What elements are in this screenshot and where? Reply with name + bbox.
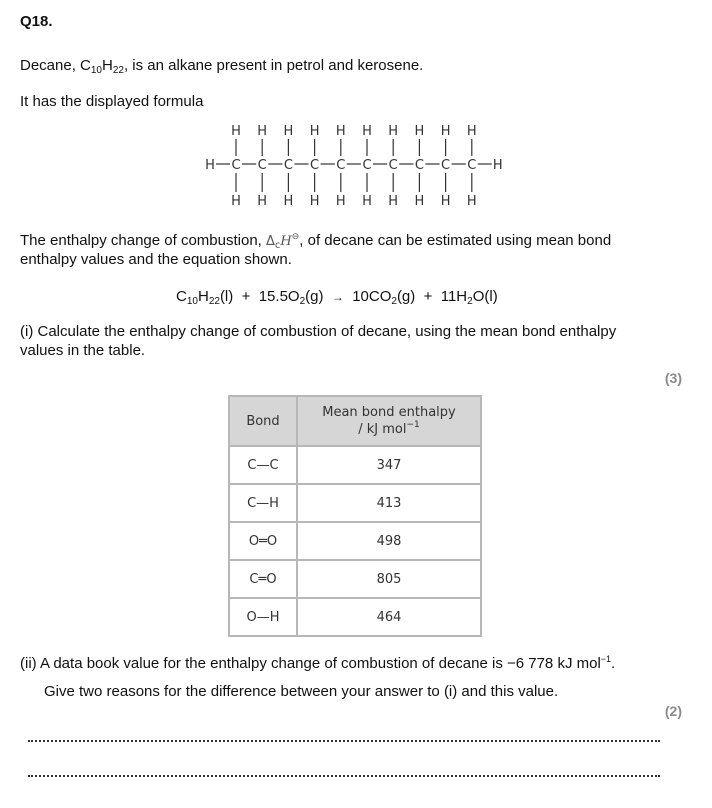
hydrogen-atom: H [335, 194, 346, 209]
part-ii-sup: −1 [600, 654, 612, 664]
table-row [229, 484, 481, 522]
hydrogen-atom: H [440, 194, 451, 209]
carbon-atom: C [467, 158, 477, 173]
formula-intro: It has the displayed formula [20, 93, 204, 110]
part-ii-marks: (2) [664, 703, 682, 719]
hydrogen-atom: H [257, 194, 268, 209]
carbon-atom: C [283, 158, 293, 173]
carbon-atom: C [362, 158, 372, 173]
enthalpy-text-part2: , of decane can be estimated using mean bond [299, 232, 612, 249]
bond-cell: O═O [229, 522, 297, 560]
hydrogen-atom: H [309, 194, 320, 209]
question-number: Q18. [20, 13, 53, 30]
header-unit: / kJ mol [358, 422, 407, 437]
part-i-line2: values in the table. [20, 342, 146, 359]
eq-p2-b: O(l) [472, 288, 498, 305]
enthalpy-text-line1 [20, 232, 611, 249]
part-ii-line2: Give two reasons for the difference between your answer to (i) and this value. [44, 683, 559, 700]
enthalpy-cell: 464 [297, 598, 481, 636]
part-i-line1: (i) Calculate the enthalpy change of combustion of decane, using the mean bond enthalpy [20, 323, 617, 340]
hydrogen-atom: H [414, 194, 425, 209]
carbon-atom: C [310, 158, 320, 173]
eq-r1-mid: H [197, 288, 209, 305]
answer-line-2[interactable] [28, 775, 660, 777]
delta-symbol: Δ [266, 234, 275, 249]
eq-plus: + [241, 288, 251, 305]
part-ii-line1 [20, 655, 615, 672]
eq-p2-a: 11H [440, 288, 468, 305]
enthalpy-cell: 413 [297, 484, 481, 522]
answer-line-1[interactable] [28, 740, 660, 742]
carbon-atom: C [441, 158, 451, 173]
header-unit-sup: −1 [406, 420, 420, 430]
header-bond: Bond [229, 396, 297, 446]
eq-plus: + [423, 288, 433, 305]
hydrogen-atom: H [440, 124, 451, 139]
hydrogen-atom: H [466, 124, 477, 139]
hydrogen-atom: H [466, 194, 477, 209]
hydrogen-atom: H [257, 124, 268, 139]
intro-suffix: , is an alkane present in petrol and kerosene. [123, 57, 424, 74]
eq-r2-state: (g) [305, 288, 324, 305]
table-row [229, 522, 481, 560]
part-i-marks: (3) [664, 370, 682, 386]
enthalpy-text-line2: enthalpy values and the equation shown. [20, 251, 292, 268]
structural-formula-diagram [198, 121, 508, 213]
part-ii-suffix: . [611, 655, 616, 672]
intro-sub1: 10 [90, 65, 102, 76]
enthalpy-h: H [280, 234, 292, 249]
eq-p1-sub: 2 [391, 296, 397, 307]
intro-prefix: Decane, C [20, 57, 91, 74]
enthalpy-cell: 347 [297, 446, 481, 484]
hydrogen-atom: H [388, 124, 399, 139]
table-header-row [229, 396, 481, 446]
hydrogen-atom: H [388, 194, 399, 209]
hydrogen-atom: H [362, 194, 372, 209]
eq-r1: C [176, 288, 187, 305]
carbon-atom: C [257, 158, 267, 173]
hydrogen-atom: H [362, 124, 372, 139]
hydrogen-atom: H [283, 194, 294, 209]
hydrogen-atom: H [231, 194, 241, 209]
bond-enthalpy-table [228, 395, 482, 637]
hydrogen-atom: H [335, 124, 346, 139]
reaction-arrow-icon: → [331, 290, 344, 304]
hydrogen-atom: H [309, 124, 320, 139]
table-row [229, 560, 481, 598]
eq-r2: 15.5O [258, 288, 300, 305]
hydrogen-atom: H [231, 124, 241, 139]
enthalpy-cell: 498 [297, 522, 481, 560]
combustion-equation [176, 288, 498, 305]
table-row [229, 446, 481, 484]
intro-sub2: 22 [112, 65, 124, 76]
intro-text [20, 57, 423, 74]
part-ii-text: (ii) A data book value for the enthalpy change of combustion of decane is −6 778 kJ mol [20, 655, 601, 672]
intro-mid: H [102, 57, 113, 74]
eq-p2-sub: 2 [467, 296, 473, 307]
eq-r1-sub2: 22 [208, 296, 220, 307]
hydrogen-atom: H [283, 124, 294, 139]
bond-cell: C—C [229, 446, 297, 484]
standard-enthalpy-symbol [266, 234, 299, 249]
bond-cell: C—H [229, 484, 297, 522]
eq-r1-state: (l) [219, 288, 234, 305]
standard-state-icon: ⊖ [291, 232, 300, 242]
bond-cell: O—H [229, 598, 297, 636]
combustion-subscript: c [274, 240, 281, 251]
eq-p1-state: (g) [396, 288, 416, 305]
bond-cell: C═O [229, 560, 297, 598]
table-row [229, 598, 481, 636]
carbon-atom: C [414, 158, 424, 173]
enthalpy-cell: 805 [297, 560, 481, 598]
header-enthalpy-line1: Mean bond enthalpy [322, 405, 456, 420]
enthalpy-text-part1: The enthalpy change of combustion, [20, 232, 266, 249]
header-enthalpy-line2 [299, 421, 479, 438]
carbon-atom: C [388, 158, 398, 173]
header-enthalpy [297, 396, 481, 446]
hydrogen-atom: H [492, 158, 503, 173]
carbon-atom: C [336, 158, 346, 173]
carbon-atom: C [231, 158, 241, 173]
eq-r2-sub: 2 [299, 296, 306, 307]
hydrogen-atom: H [205, 158, 215, 173]
eq-p1: 10CO [352, 288, 392, 305]
hydrogen-atom: H [414, 124, 425, 139]
eq-r1-sub1: 10 [186, 296, 198, 307]
decane-displayed-formula [198, 121, 508, 213]
